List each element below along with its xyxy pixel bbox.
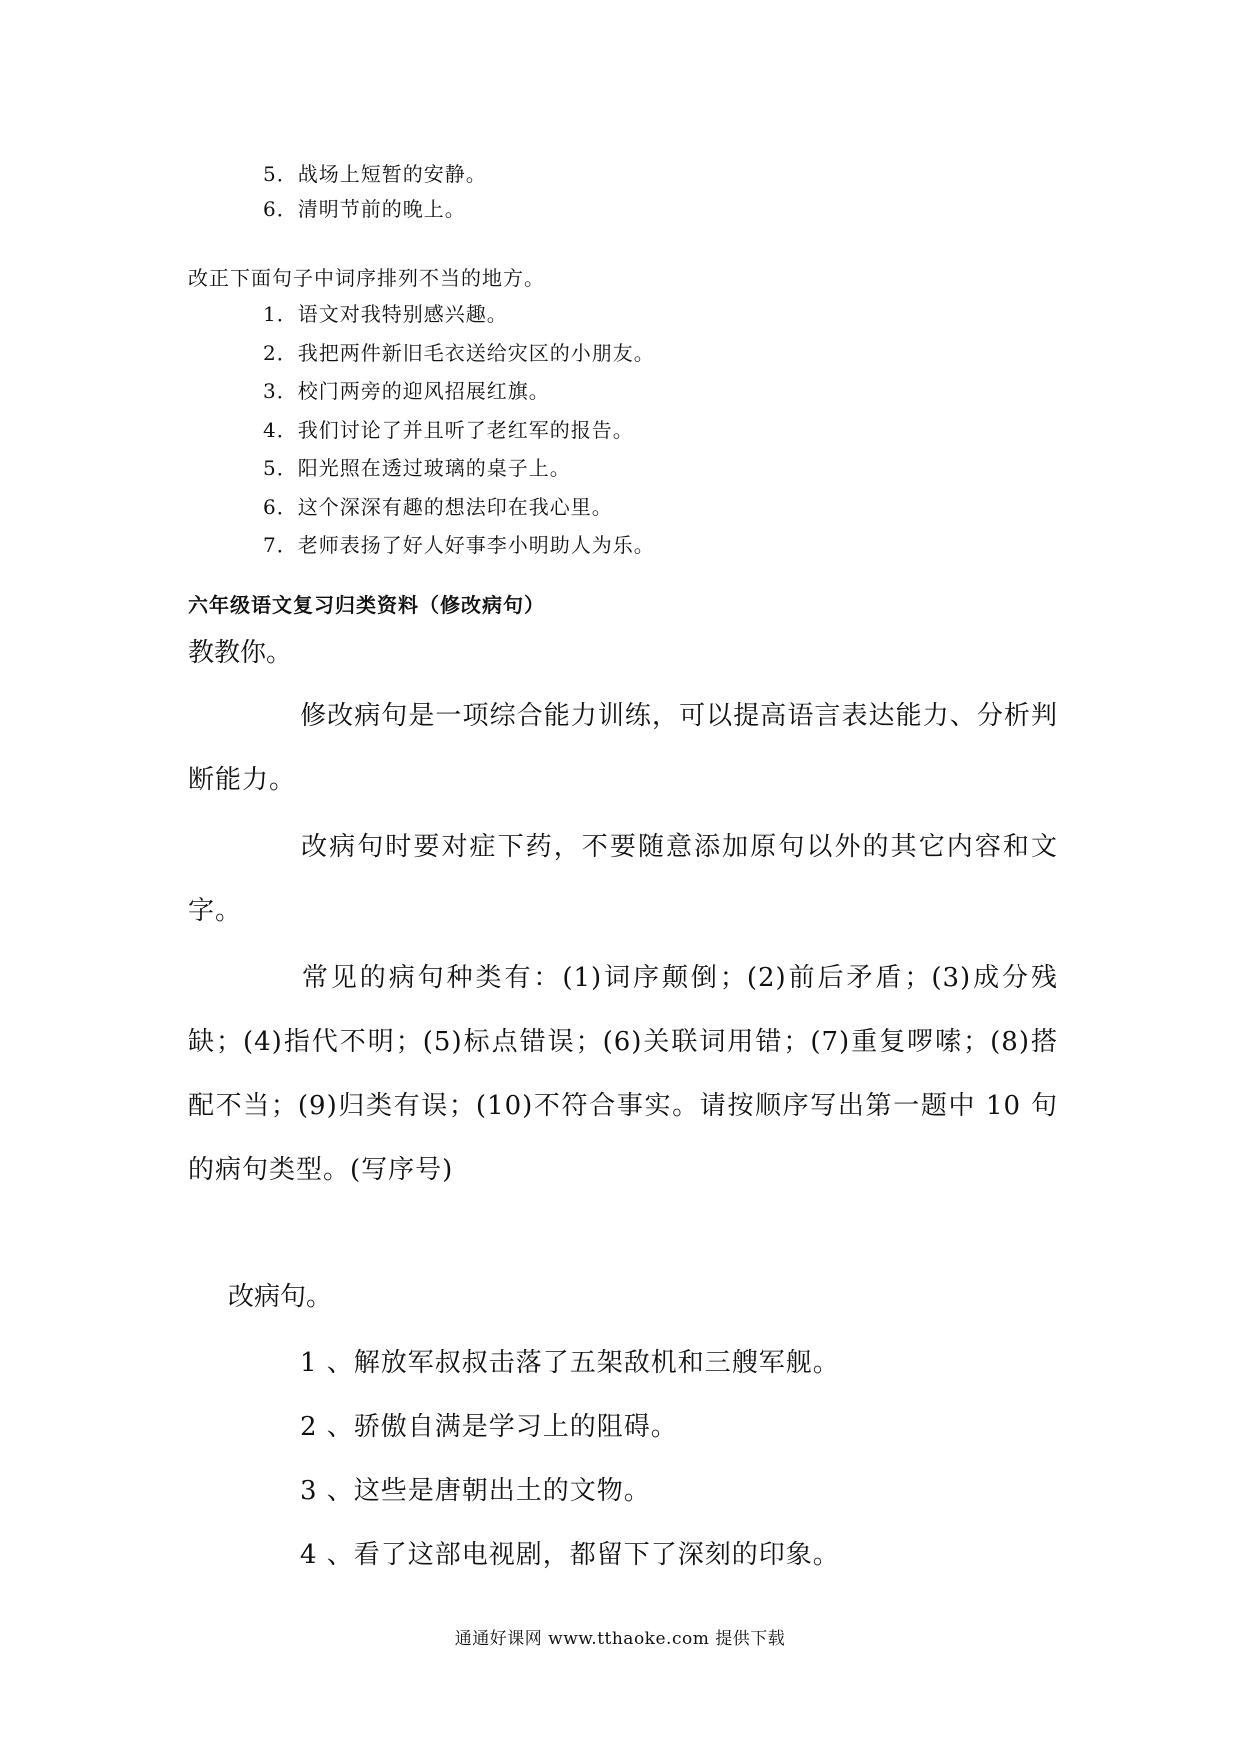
exercise-instruction: 改正下面句子中词序排列不当的地方。: [188, 266, 545, 290]
list-item: 2 、骄傲自满是学习上的阻碍。: [300, 1412, 678, 1442]
exercise-title: 改病句。: [228, 1282, 333, 1312]
list-item: 1 、解放军叔叔击落了五架敌机和三艘军舰。: [300, 1348, 840, 1378]
paragraph: 常见的病句种类有：(1)词序颠倒；(2)前后矛盾；(3)成分残缺；(4)指代不明；(5)标点错误；(6)关联词用错；(7)重复啰嗦；(8)搭配不当；(9)归类有误；(10)不符合事实。请按顺序写出第一题中 10 句的病句类型。(写序号): [188, 963, 1058, 1185]
list-item: 5．战场上短暂的安静。: [263, 162, 487, 186]
page-footer: 通通好课网 www.tthaoke.com 提供下载: [454, 1629, 786, 1649]
teach-label: 教教你。: [188, 638, 293, 668]
numbered-list-correction: [300, 1342, 840, 1598]
numbered-list-top: [263, 157, 487, 227]
list-item: 1．语文对我特别感兴趣。: [263, 302, 508, 326]
list-item: 3．校门两旁的迎风招展红旗。: [263, 379, 550, 403]
list-item: 7．老师表扬了好人好事李小明助人为乐。: [263, 533, 655, 557]
list-item: 5．阳光照在透过玻璃的桌子上。: [263, 456, 571, 480]
numbered-list-word-order: [263, 297, 655, 567]
list-item: 3 、这些是唐朝出土的文物。: [300, 1476, 651, 1506]
list-item: 4 、看了这部电视剧，都留下了深刻的印象。: [300, 1540, 840, 1570]
list-item: 6．清明节前的晚上。: [263, 197, 466, 221]
section-heading: 六年级语文复习归类资料（修改病句）: [188, 593, 545, 617]
paragraph: 改病句时要对症下药，不要随意添加原句以外的其它内容和文字。: [188, 832, 1058, 926]
list-item: 2．我把两件新旧毛衣送给灾区的小朋友。: [263, 340, 655, 365]
paragraph: 修改病句是一项综合能力训练，可以提高语言表达能力、分析判断能力。: [188, 701, 1058, 795]
list-item: 6．这个深深有趣的想法印在我心里。: [263, 494, 613, 519]
list-item: 4．我们讨论了并且听了老红军的报告。: [263, 417, 634, 442]
